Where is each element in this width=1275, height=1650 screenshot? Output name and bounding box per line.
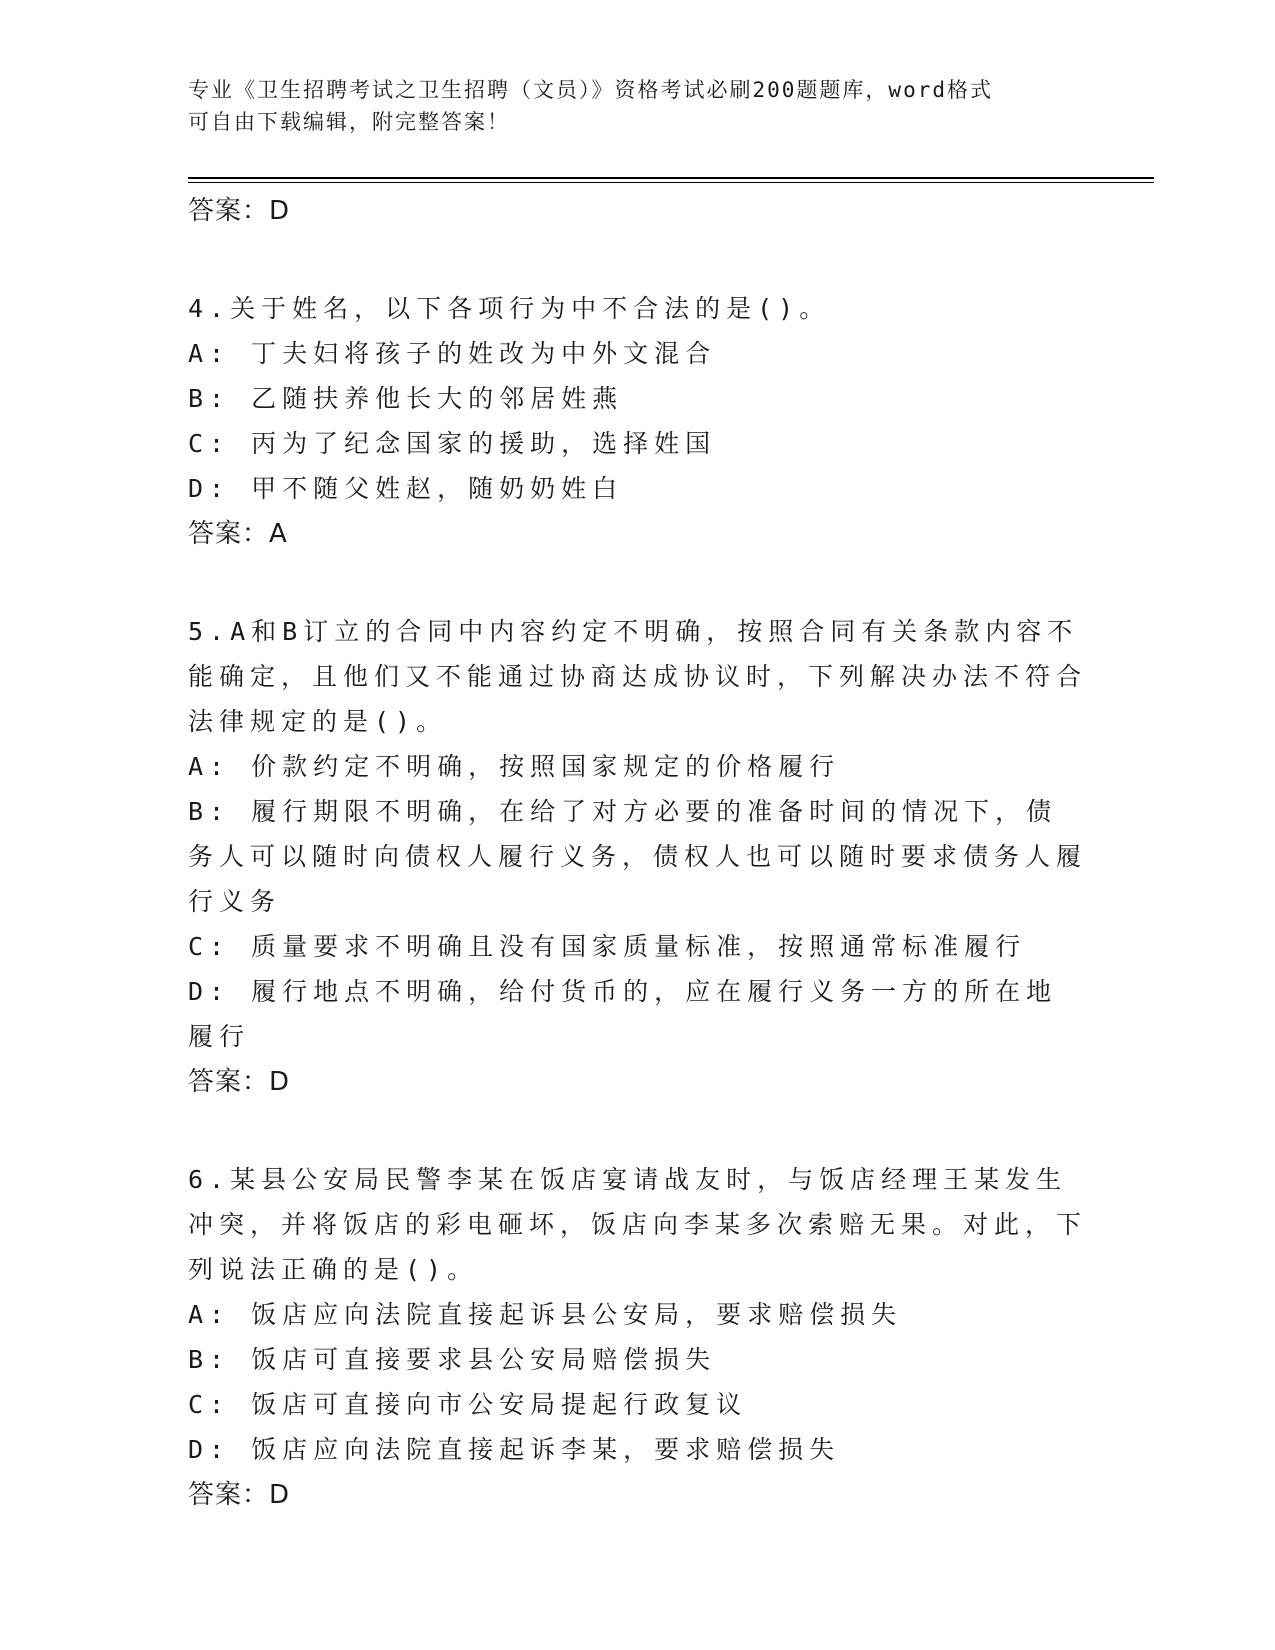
- header-divider-thin: [188, 182, 1154, 183]
- answer: 答案：D: [188, 1067, 291, 1097]
- header-divider-thick: [188, 177, 1154, 179]
- option-a: A: 价款约定不明确，按照国家规定的价格履行: [188, 752, 841, 781]
- answer: 答案：A: [188, 519, 288, 549]
- option-c: C: 质量要求不明确且没有国家质量标准，按照通常标准履行: [188, 932, 1027, 961]
- question-stem: 5.A和B订立的合同中内容约定不明确，按照合同有关条款内容不能确定，且他们又不能通过协商达成协议时，下列解决办法不符合法律规定的是()。: [188, 617, 1088, 736]
- option-c: C: 丙为了纪念国家的援助，选择姓国: [188, 429, 717, 458]
- option-b: B: 饭店可直接要求县公安局赔偿损失: [188, 1345, 717, 1374]
- option-b: B: 乙随扶养他长大的邻居姓燕: [188, 384, 624, 413]
- question-6: [188, 1157, 1088, 1518]
- answer: 答案：D: [188, 1480, 291, 1510]
- header-line-2: 可自由下载编辑，附完整答案！: [188, 110, 510, 134]
- option-d: D: 饭店应向法院直接起诉李某，要求赔偿损失: [188, 1435, 841, 1464]
- option-c: C: 饭店可直接向市公安局提起行政复议: [188, 1390, 748, 1419]
- header-line-1: 专业《卫生招聘考试之卫生招聘（文员）》资格考试必刷200题题库，word格式: [188, 78, 993, 102]
- option-b: B: 履行期限不明确，在给了对方必要的准备时间的情况下，债务人可以随时向债权人履行义务，债权人也可以随时要求债务人履行义务: [188, 797, 1088, 916]
- document-header: [188, 74, 1088, 138]
- question-stem: 6.某县公安局民警李某在饭店宴请战友时，与饭店经理王某发生冲突，并将饭店的彩电砸坏，饭店向李某多次索赔无果。对此，下列说法正确的是()。: [188, 1165, 1088, 1284]
- answer-previous: 答案：D: [188, 196, 291, 226]
- question-stem: 4.关于姓名，以下各项行为中不合法的是()。: [188, 294, 831, 323]
- option-d: D: 履行地点不明确，给付货币的，应在履行义务一方的所在地履行: [188, 977, 1058, 1051]
- document-body: [188, 188, 1088, 1518]
- option-a: A: 丁夫妇将孩子的姓改为中外文混合: [188, 339, 717, 368]
- option-d: D: 甲不随父姓赵，随奶奶姓白: [188, 474, 624, 503]
- question-5: [188, 609, 1088, 1105]
- question-4: [188, 286, 1088, 557]
- option-a: A: 饭店应向法院直接起诉县公安局，要求赔偿损失: [188, 1300, 903, 1329]
